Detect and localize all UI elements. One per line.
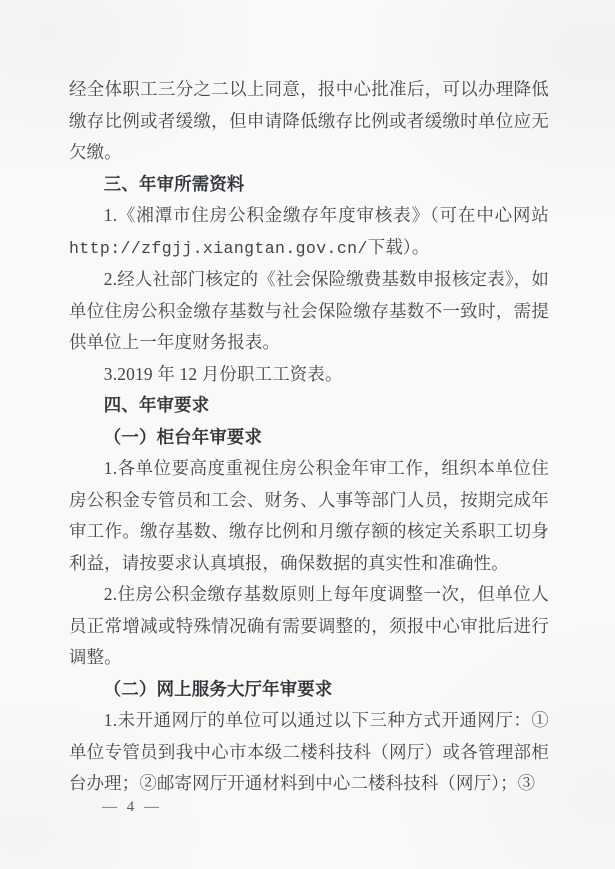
numbered-item-annual-review-form [69, 200, 549, 264]
section-heading-required-materials: 三、年审所需资料 [103, 173, 245, 194]
document-page-body [69, 74, 549, 800]
subsection-heading-online-hall-review: （二）网上服务大厅年审要求 [103, 678, 333, 699]
numbered-item-online-hall-requirement-1: 1.未开通网厅的单位可以通过以下三种方式开通网厅：①单位专管员到我中心市本级二楼科技科（网厅）或各管理部柜台办理；②邮寄网厅开通材料到中心二楼科技科（网厅）；③ [69, 710, 549, 793]
numbered-item-social-insurance-form: 2.经人社部门核定的《社会保险缴费基数申报核定表》，如单位住房公积金缴存基数与社会保险缴存基数不一致时，需提供单位上一年度财务报表。 [69, 269, 549, 352]
section-heading-review-requirements: 四、年审要求 [103, 395, 210, 415]
subsection-heading-counter-review: （一）柜台年审要求 [103, 426, 263, 447]
numbered-item-counter-requirement-2: 2.住房公积金缴存基数原则上每年度调整一次，但单位人员正常增减或特殊情况确有需要调整的，须报中心审批后进行调整。 [69, 584, 549, 667]
numbered-item-salary-table: 3.2019 年 12 月份职工工资表。 [103, 363, 343, 384]
item-text-before-url: 1.《湘潭市住房公积金缴存年度审核表》（可在中心网站 [103, 205, 549, 225]
page-number: — 4 — [102, 799, 162, 815]
item-text-after-url: 下载）。 [367, 236, 430, 257]
numbered-item-counter-requirement-1: 1.各单位要高度重视住房公积金年审工作，组织本单位住房公积金专管员和工会、财务、人事等部门人员，按期完成年审工作。缴存基数、缴存比例和月缴存额的核定关系职工切身利益，请按要求认真填报，确保数据的真实性和准确性。 [69, 458, 549, 573]
paragraph-continuation-approval-rule: 经全体职工三分之二以上同意，报中心批准后，可以办理降低缴存比例或者缓缴，但申请降低缴存比例或者缓缴时单位应无欠缴。 [69, 79, 549, 162]
document-url: http://zfgjj.xiangtan.gov.cn/ [69, 238, 368, 258]
